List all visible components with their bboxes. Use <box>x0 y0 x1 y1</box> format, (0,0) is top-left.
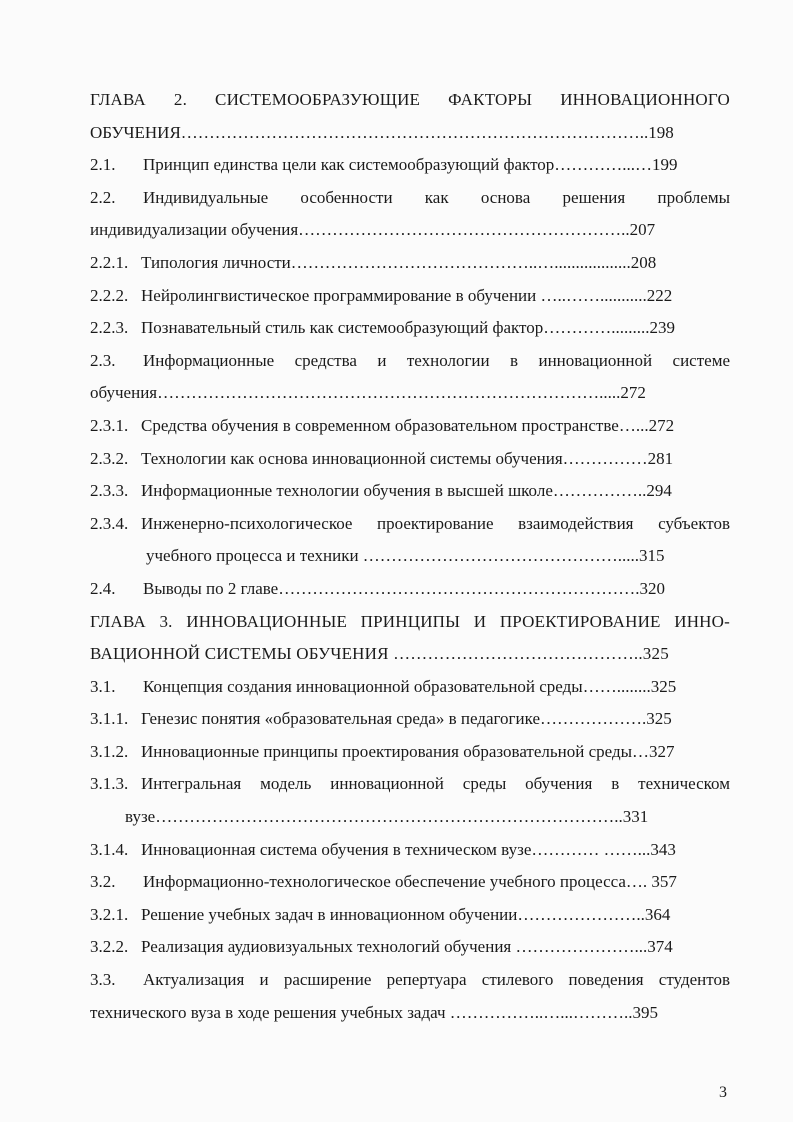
toc-entry-2-3-2 <box>90 443 730 476</box>
toc-entry-number: 3.3. <box>90 970 116 990</box>
toc-entry-number: 3.2.1. <box>90 904 129 924</box>
toc-entry-2-4 <box>90 573 730 606</box>
toc-entry-2-3-1 <box>90 410 730 443</box>
toc-entry-text: Типология личности……………………………………..…..................208 <box>141 252 657 272</box>
toc-entry-text: технического вуза в ходе решения учебных задач ……………..…...………..395 <box>90 1002 659 1022</box>
toc-entry-text: Нейролингвистическое программирование в обучении …..……...........222 <box>141 285 673 305</box>
toc-entry-number: 3.1.3. <box>90 774 129 794</box>
toc-entry-text: ГЛАВА 3. ИННОВАЦИОННЫЕ ПРИНЦИПЫ И ПРОЕКТИРОВАНИЕ ИННО- <box>90 611 730 631</box>
toc-entry-text: Инженерно-психологическое проектирование взаимодействия субъектов <box>141 513 730 533</box>
toc-entry-2-3-cont <box>90 377 730 410</box>
toc-entry-number: 2.3.2. <box>90 448 129 468</box>
toc-entry-text: вузе………………………………………………………………………..331 <box>125 807 649 827</box>
toc-entry-2-3-4-cont <box>90 540 730 573</box>
toc-entry-3-1 <box>90 671 730 704</box>
toc-entry-number: 3.2.2. <box>90 937 129 957</box>
toc-entry-number: 2.2.3. <box>90 318 129 338</box>
toc-entry-2-3 <box>90 345 730 378</box>
toc-entry-text: индивидуализации обучения…………………………………………………..207 <box>90 220 656 240</box>
toc-entry-text: Индивидуальные особенности как основа решения проблемы <box>143 187 730 207</box>
toc-entry-2-2-cont <box>90 214 730 247</box>
toc-entry-3-1-4 <box>90 834 730 867</box>
toc-entry-number: 2.3.1. <box>90 415 129 435</box>
toc-entry-3-2-2 <box>90 931 730 964</box>
toc-entry-text: Генезис понятия «образовательная среда» в педагогике……………….325 <box>141 709 672 729</box>
toc-entry-3-1-2 <box>90 736 730 769</box>
toc-entry-text: Реализация аудиовизуальных технологий обучения …………………...374 <box>141 937 673 957</box>
toc-entry-text: ВАЦИОННОЙ СИСТЕМЫ ОБУЧЕНИЯ ……………………………………..325 <box>90 644 669 664</box>
toc-entry-3-1-3 <box>90 768 730 801</box>
toc-entry-2-2-3 <box>90 312 730 345</box>
toc-entry-3-2 <box>90 866 730 899</box>
toc-entry-number: 3.1. <box>90 676 116 696</box>
page-number: 3 <box>719 1084 727 1101</box>
toc-entry-2-3-4 <box>90 508 730 541</box>
toc-entry-text: Инновационные принципы проектирования образовательной среды…327 <box>141 741 675 761</box>
toc-entry-ch2-title-cont <box>90 117 730 150</box>
toc-entry-number: 3.1.1. <box>90 709 129 729</box>
toc-entry-text: Решение учебных задач в инновационном обучении…………………..364 <box>141 904 671 924</box>
toc-entry-number: 2.2.1. <box>90 252 129 272</box>
toc-entry-number: 3.1.4. <box>90 839 129 859</box>
toc-entry-number: 2.4. <box>90 578 116 598</box>
toc-entry-text: Инновационная система обучения в техническом вузе………… ……...343 <box>141 839 676 859</box>
toc-entry-text: Технологии как основа инновационной системы обучения……………281 <box>141 448 674 468</box>
toc-entry-text: Информационные технологии обучения в высшей школе……………..294 <box>141 481 672 501</box>
toc-entry-ch3-title-cont <box>90 638 730 671</box>
toc-entry-2-2-1 <box>90 247 730 280</box>
toc-entry-number: 2.3.4. <box>90 513 129 533</box>
toc-entry-3-2-1 <box>90 899 730 932</box>
toc-entry-3-3-cont <box>90 997 730 1030</box>
toc-entry-2-2 <box>90 182 730 215</box>
toc-entry-number: 2.3. <box>90 350 116 370</box>
toc-entry-text: обучения…………………………………………………………………….....272 <box>90 383 646 403</box>
toc-entry-2-2-2 <box>90 280 730 313</box>
toc-entry-2-1 <box>90 149 730 182</box>
toc-entry-number: 2.1. <box>90 155 116 175</box>
toc-entry-text: учебного процесса и техники ……………………………………….....315 <box>146 546 665 566</box>
toc-entry-text: ГЛАВА 2. СИСТЕМООБРАЗУЮЩИЕ ФАКТОРЫ ИННОВАЦИОННОГО <box>90 90 730 109</box>
toc-entry-text: Принцип единства цели как системообразующий фактор…………...…199 <box>143 155 678 175</box>
toc-entry-text: Концепция создания инновационной образовательной среды……........325 <box>143 676 677 696</box>
toc-entry-number: 2.2.2. <box>90 285 129 305</box>
toc-entry-number: 2.3.3. <box>90 481 129 501</box>
toc-entry-3-3 <box>90 964 730 997</box>
table-of-contents <box>90 84 730 1029</box>
toc-entry-text: Выводы по 2 главе……………………………………………………….320 <box>143 578 665 598</box>
toc-entry-3-1-3-cont <box>90 801 730 834</box>
toc-entry-number: 3.1.2. <box>90 741 129 761</box>
toc-entry-text: Информационно-технологическое обеспечение учебного процесса…. 357 <box>143 872 677 892</box>
toc-entry-text: Познавательный стиль как системообразующий фактор………….........239 <box>141 318 675 338</box>
toc-entry-ch2-title <box>90 84 730 117</box>
toc-entry-2-3-3 <box>90 475 730 508</box>
toc-entry-text: Интегральная модель инновационной среды обучения в техническом <box>141 774 730 794</box>
toc-entry-number: 2.2. <box>90 187 116 207</box>
toc-entry-text: ОБУЧЕНИЯ………………………………………………………………………..198 <box>90 122 674 142</box>
toc-entry-text: Средства обучения в современном образовательном пространстве…...272 <box>141 415 675 435</box>
toc-entry-number: 3.2. <box>90 872 116 892</box>
toc-entry-text: Информационные средства и технологии в инновационной системе <box>143 350 730 370</box>
toc-entry-3-1-1 <box>90 703 730 736</box>
toc-entry-ch3-title <box>90 606 730 639</box>
toc-entry-text: Актуализация и расширение репертуара стилевого поведения студентов <box>143 970 730 990</box>
